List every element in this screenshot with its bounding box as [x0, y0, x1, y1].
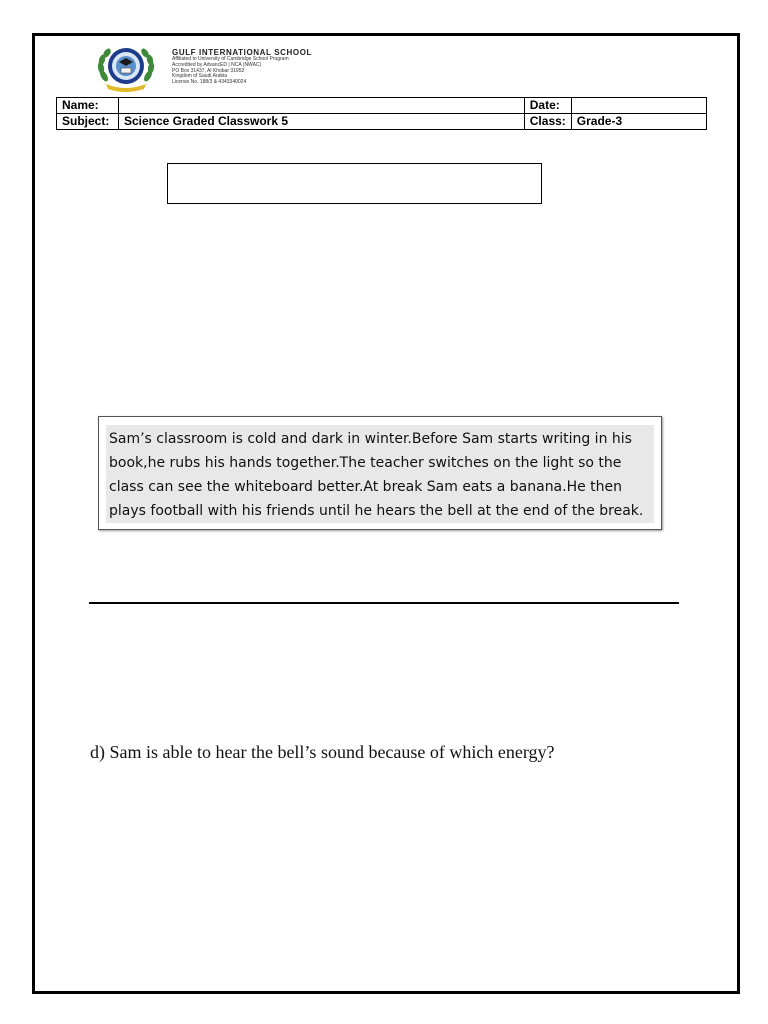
passage-frame [98, 416, 662, 530]
table-row [57, 98, 707, 114]
class-value: Grade-3 [571, 114, 706, 130]
subject-value: Science Graded Classwork 5 [118, 114, 524, 130]
school-accreditation: Accredited by AdvancED | NCA (NWAC) [172, 61, 262, 68]
date-field[interactable] [571, 98, 706, 114]
school-country: Kingdom of Saudi Arabia [172, 73, 228, 80]
school-affiliation: Affiliated to University of Cambridge School Program [172, 56, 289, 62]
answer-line [89, 602, 679, 604]
school-address: PO Box 31437, Al Khobar 31952 [172, 67, 245, 74]
student-info-table [56, 97, 707, 130]
date-label: Date: [524, 98, 571, 114]
table-row [57, 114, 707, 130]
name-field[interactable] [118, 98, 524, 114]
school-header [172, 48, 432, 86]
school-name: GULF INTERNATIONAL SCHOOL [172, 48, 313, 57]
school-crest-icon [90, 42, 162, 96]
question-d: d) Sam is able to hear the bell’s sound because of which energy? [90, 742, 555, 762]
class-label: Class: [524, 114, 571, 130]
name-label: Name: [57, 98, 119, 114]
subject-label: Subject: [57, 114, 119, 130]
passage-text: Sam’s classroom is cold and dark in winter.Before Sam starts writing in his book,he rubs his hands together.The teacher switches on the light so the class can see the whiteboard better.At break Sam eats a banana.He then plays football with his friends until he hears the bell at the end of the break. [106, 425, 654, 523]
empty-answer-box[interactable] [167, 163, 542, 204]
school-license: License No. 188/3 & 4343340024 [172, 79, 247, 86]
